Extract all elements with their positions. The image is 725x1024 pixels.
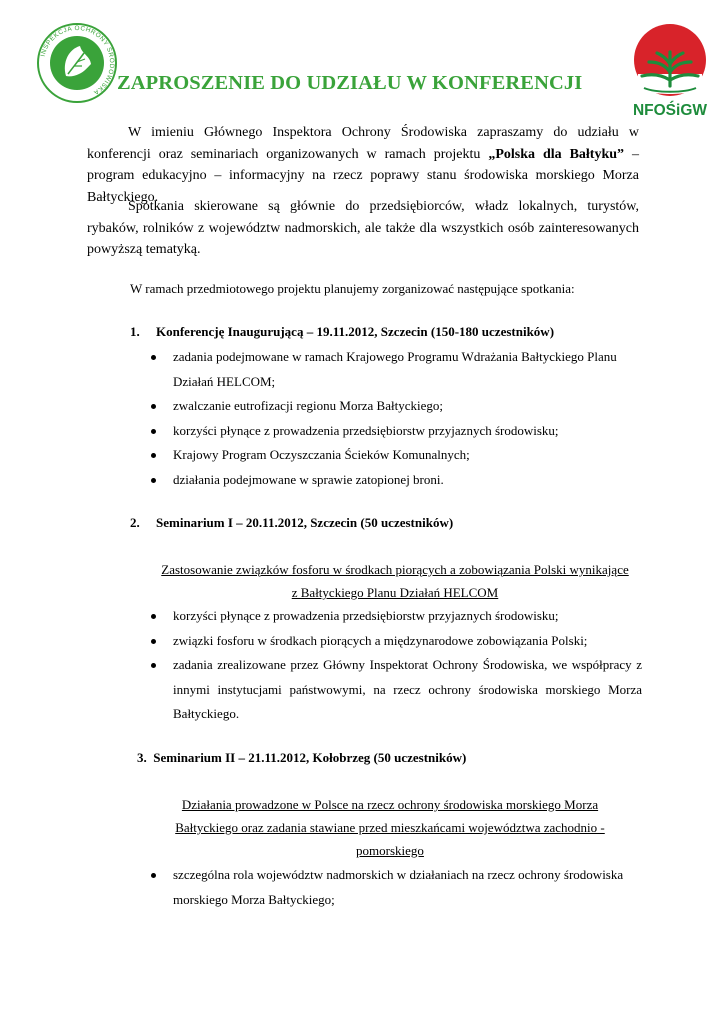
meetings-lead: W ramach przedmiotowego projektu planujemy zorganizować następujące spotkania: (130, 281, 575, 296)
intro-paragraph-2: Spotkania skierowane są głównie do przedsiębiorców, władz lokalnych, turystów, rybaków, rolników z województw nadmorskich, ale także dla wszystkich osób zainteresowanych powyższą tematyką. (87, 199, 639, 257)
section-3-topic (140, 793, 640, 862)
intro-paragraph-1-end: – program edukacyjno – informacyjny na rzecz poprawy stanu środowiska morskiego Morza Bałtyckiego. (87, 146, 639, 205)
nfosigw-logo (630, 22, 710, 120)
section-3-topic-line-3: pomorskiego (356, 843, 424, 858)
section-3-heading (137, 750, 466, 766)
section-1-number: 1. (130, 324, 140, 339)
list-item: działania podejmowane w sprawie zatopionej broni. (147, 468, 642, 493)
section-3-topic-line-1: Działania prowadzone w Polsce na rzecz ochrony środowiska morskiego Morza (181, 797, 599, 812)
list-item: zadania podejmowane w ramach Krajowego Programu Wdrażania Bałtyckiego Planu Działań HELCOM; (147, 345, 642, 394)
list-item: zwalczanie eutrofizacji regionu Morza Bałtyckiego; (147, 394, 642, 419)
project-name: „Polska dla Bałtyku” (488, 146, 625, 162)
section-1-title: Konferencję Inaugurującą – 19.11.2012, Szczecin (150-180 uczestników) (156, 324, 555, 339)
page-title: ZAPROSZENIE DO UDZIAŁU W KONFERENCJI (117, 72, 583, 94)
nfosigw-logo-text: NFOŚiGW (632, 102, 708, 119)
section-3-topic-line-2: Bałtyckiego oraz zadania stawiane przed mieszkańcami województwa zachodnio - (175, 820, 605, 835)
gios-logo-text: INSPEKCJA OCHRONY ŚRODOWISKA (39, 24, 116, 97)
gios-logo (36, 22, 118, 104)
list-item: zadania zrealizowane przez Główny Inspektorat Ochrony Środowiska, we współpracy z innymi instytucjami państwowymi, na rzecz ochrony środowiska morskiego Morza Bałtyckiego. (147, 653, 642, 727)
section-2-topic-line-1: Zastosowanie związków fosforu w środkach piorących a zobowiązania Polski wynikające (161, 562, 629, 577)
list-item: korzyści płynące z prowadzenia przedsiębiorstw przyjaznych środowisku; (147, 419, 642, 444)
section-2-list (147, 604, 642, 727)
section-1-heading (130, 324, 554, 340)
list-item: szczególna rola województw nadmorskich w działaniach na rzecz ochrony środowiska morskiego Morza Bałtyckiego; (147, 863, 644, 912)
section-2-topic (100, 558, 690, 604)
list-item: Krajowy Program Oczyszczania Ścieków Komunalnych; (147, 443, 642, 468)
intro-paragraph-1-start: W imieniu Głównego Inspektora Ochrony Środowiska zapraszamy do udziału w konferencji oraz seminariach organizowanych w ramach projektu (87, 125, 639, 162)
section-1-list (147, 345, 642, 492)
section-3-title: Seminarium II – 21.11.2012, Kołobrzeg (50 uczestników) (153, 750, 467, 765)
section-2-title: Seminarium I – 20.11.2012, Szczecin (50 uczestników) (156, 515, 454, 530)
section-3-list (147, 863, 644, 912)
section-2-heading (130, 515, 453, 531)
list-item: związki fosforu w środkach piorących a międzynarodowe zobowiązania Polski; (147, 629, 642, 654)
section-2-topic-line-2: z Bałtyckiego Planu Działań HELCOM (291, 585, 499, 600)
section-3-number: 3. (137, 750, 147, 765)
list-item: korzyści płynące z prowadzenia przedsiębiorstw przyjaznych środowisku; (147, 604, 642, 629)
section-2-number: 2. (130, 515, 140, 530)
